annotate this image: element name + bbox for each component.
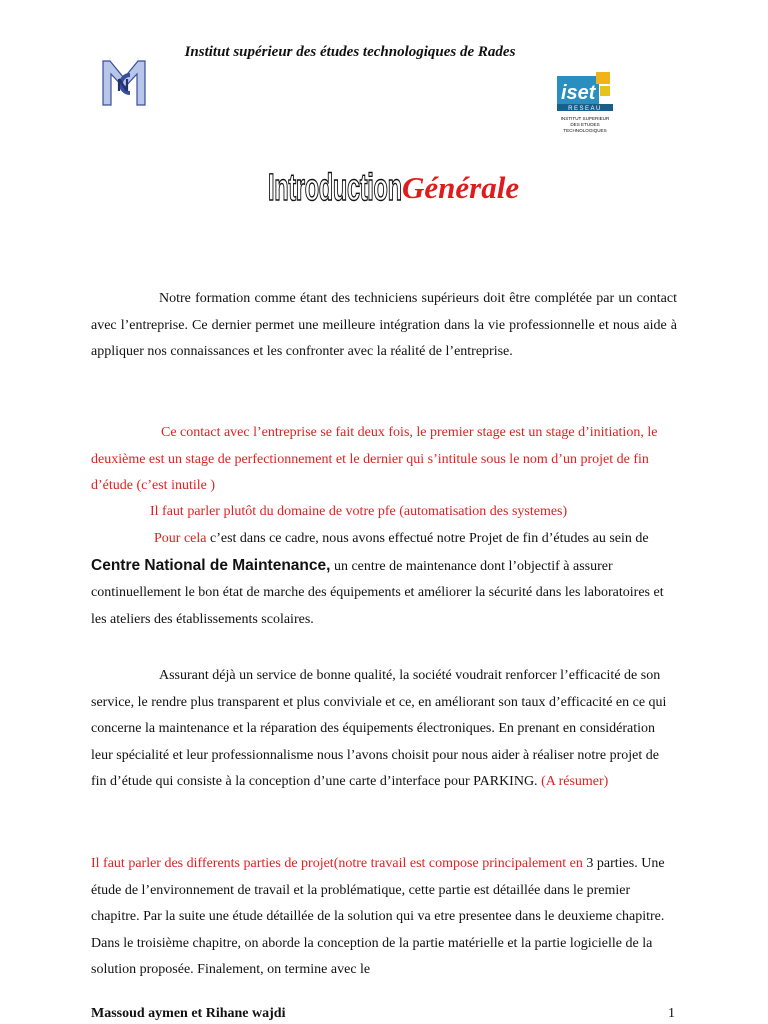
paragraph-formation-text: Notre formation comme étant des techniciens supérieurs doit être complétée par un contact avec l’entreprise. Ce dernier permet une meilleure intégration dans la vie professionnelle et nous aide à appliquer nos connaissances et les confronter avec la réalité de l’entreprise. [91,291,677,359]
page-number: 1 [668,1006,675,1021]
paragraph-contact-text: Ce contact avec l’entreprise se fait deux fois, le premier stage est un stage d’initiation, le deuxième est un stage de perfectionnement et le dernier qui s’intitule sous le nom d’un projet de fin d’étude (c’est inutile ) [91,425,658,493]
iset-band: RESEAU [568,106,602,112]
paragraph-formation [91,286,677,366]
note-domaine: Il faut parler plutôt du domaine de votre pfe (automatisation des systemes) [150,504,568,519]
cnm-logo-icon [100,58,148,108]
pour-cela: Pour cela [154,531,207,546]
svg-text:INSTITUT SUPERIEUR: INSTITUT SUPERIEUR [560,116,610,121]
svg-text:TECHNOLOGIQUES: TECHNOLOGIQUES [563,128,607,133]
company-name: Centre National de Maintenance, [91,556,331,574]
iset-brand: iset [561,82,596,104]
cadre-text-a: c’est dans ce cadre, nous avons effectué notre Projet de fin d’études au sein de [206,531,649,546]
page-title [268,168,519,218]
title-introduction: Introduction [268,167,402,209]
paragraph-cadre [91,526,677,633]
page-header: Institut supérieur des études technologiques de Rades [184,44,516,60]
paragraph-parties [91,851,677,984]
cadre-text-b: un centre de maintenance dont l’objectif à assurer continuellement le bon état de marche des équipements et améliorer la sécurité dans les laboratoires et les ateliers des établissements scolaires. [91,558,664,627]
paragraph-contact [91,420,677,500]
title-generale: Générale [402,170,520,205]
iset-logo-icon [556,72,614,142]
footer-authors: Massoud aymen et Rihane wajdi [91,1006,286,1021]
service-text: Assurant déjà un service de bonne qualité, la société voudrait renforcer l’efficacité de son service, le rendre plus transparent et plus conviviale et ce, en améliorant son taux d’efficacité en ce qui concerne la maintenance et la réparation des équipements électroniques. En prenant en considération leur spécialité et leur professionnalisme nous l’avons choisit pour nous aider à réaliser notre projet de fin d’étude qui consiste à la conception d’une carte d’interface pour PARKING. [91,668,667,789]
svg-text:DES ETUDES: DES ETUDES [570,122,600,127]
parties-text: 3 parties. Une étude de l’environnement de travail et la problématique, cette partie est détaillée dans le premier chapitre. Par la suite une étude détaillée de la solution qui va etre presentee dans le deuxieme chapitre. Dans le troisième chapitre, on aborde la conception de la partie matérielle et la partie logicielle de la solution proposée. Finalement, on termine avec le [91,856,665,977]
a-resumer-note: (A résumer) [541,774,609,789]
parties-note: Il faut parler des differents parties de projet(notre travail est compose principalement en [91,856,583,871]
paragraph-service [91,663,677,796]
